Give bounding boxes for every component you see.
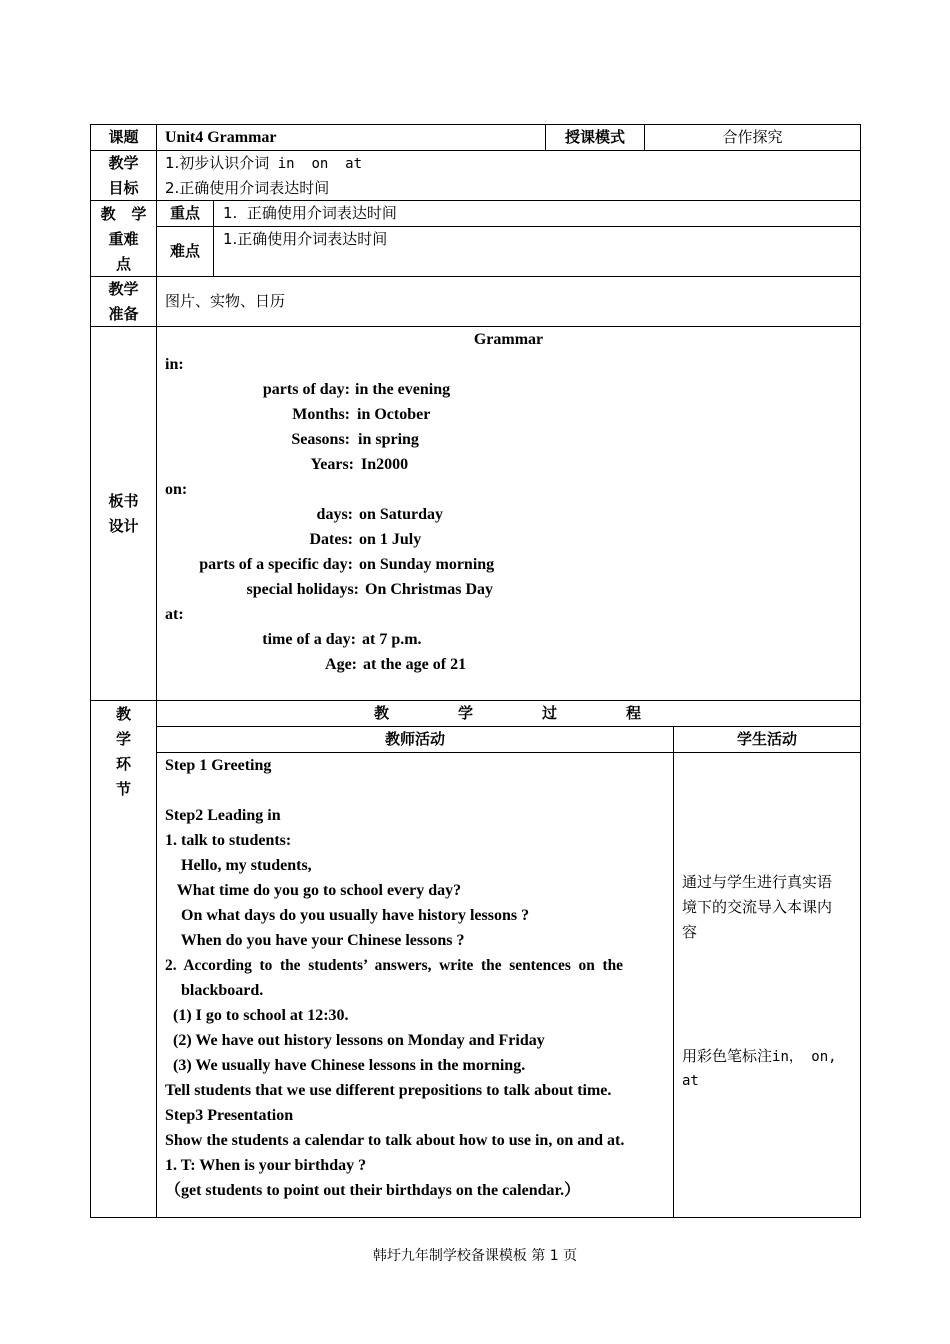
on-example: on Saturday	[359, 506, 444, 523]
teacher-line: Step3 Presentation	[165, 1107, 294, 1124]
student-note-line: 通过与学生进行真实语	[682, 873, 833, 891]
process-title-char: 学	[458, 704, 474, 722]
difficulty-value: 1.正确使用介词表达时间	[223, 230, 388, 248]
board-label: 板书	[108, 492, 139, 510]
teacher-line: Hello, my students,	[165, 857, 312, 874]
mode-value: 合作探究	[722, 128, 783, 146]
keypoints-label-2: 重难	[108, 230, 139, 248]
focus-label: 重点	[169, 204, 200, 222]
teacher-line: (3) We usually have Chinese lessons in the morning.	[165, 1057, 526, 1074]
in-example: in spring	[358, 431, 419, 448]
teacher-line: Step2 Leading in	[165, 807, 281, 824]
teacher-line	[165, 778, 665, 803]
on-example: On Christmas Day	[365, 581, 494, 598]
board-title: Grammar	[473, 331, 544, 348]
on-example: on Sunday morning	[359, 556, 495, 573]
preparation-label-2: 准备	[108, 305, 139, 323]
in-example: in the evening	[355, 381, 451, 398]
keypoints-label-3: 点	[115, 255, 131, 273]
at-term: time of a day:	[262, 631, 356, 648]
keypoints-label: 教 学	[100, 205, 147, 223]
process-label-char: 环	[115, 755, 131, 773]
in-term: Years:	[310, 456, 354, 473]
teacher-line: blackboard.	[165, 982, 264, 999]
teacher-activity-text	[165, 753, 665, 1203]
on-example: on 1 July	[359, 531, 422, 548]
teacher-line: On what days do you usually have history lessons ?	[165, 907, 530, 924]
on-term: special holidays:	[246, 581, 359, 598]
at-example: at 7 p.m.	[362, 631, 422, 648]
teacher-activity-header: 教师活动	[384, 730, 445, 748]
process-title-char: 程	[626, 704, 642, 722]
process-label-char: 节	[115, 780, 131, 798]
on-term: Dates:	[309, 531, 353, 548]
teacher-line: What time do you go to school every day?	[165, 882, 462, 899]
teacher-line: 2. According to the students’ answers, write the sentences on the	[165, 957, 623, 974]
at-example: at the age of 21	[363, 656, 467, 673]
in-term: parts of day:	[262, 381, 350, 398]
teacher-line: 1. talk to students:	[165, 832, 292, 849]
objective-item-2: 2.正确使用介词表达时间	[165, 179, 330, 197]
objective-item-1	[165, 151, 362, 177]
on-term: days:	[316, 506, 353, 523]
student-note-line: 容	[682, 923, 698, 941]
in-example: In2000	[361, 456, 409, 473]
teacher-line: Show the students a calendar to talk about how to use in, on and at.	[165, 1132, 625, 1149]
process-label-char: 教	[115, 705, 131, 723]
in-example: in October	[357, 406, 431, 423]
preparation-label: 教学	[108, 280, 139, 298]
topic-label: 课题	[108, 128, 139, 146]
student-note-2	[682, 1044, 852, 1070]
on-heading: on:	[165, 481, 188, 498]
teacher-line: Tell students that we use different prepositions to talk about time.	[165, 1082, 612, 1099]
at-heading: at:	[165, 606, 184, 623]
teacher-line: Step 1 Greeting	[165, 757, 272, 774]
preparation-value: 图片、实物、日历	[165, 292, 286, 310]
objective-item-1-words: in on at	[269, 156, 363, 172]
in-term: Months:	[292, 406, 350, 423]
in-heading: in:	[165, 356, 184, 373]
teacher-line: When do you have your Chinese lessons ?	[165, 932, 465, 949]
student-note-2-text: 用彩色笔标注	[682, 1047, 773, 1065]
student-activity-header: 学生活动	[736, 730, 797, 748]
mode-label: 授课模式	[564, 128, 625, 146]
teacher-line: (1) I go to school at 12:30.	[165, 1007, 349, 1024]
teacher-line: (2) We have out history lessons on Monday and Friday	[165, 1032, 545, 1049]
teacher-line: 1. T: When is your birthday ?	[165, 1157, 367, 1174]
process-label-char: 学	[115, 730, 131, 748]
page-footer: 韩圩九年制学校备课模板 第 1 页	[372, 1248, 578, 1264]
topic-value: Unit4 Grammar	[165, 129, 277, 146]
at-term: Age:	[325, 656, 357, 673]
focus-value: 1. 正确使用介词表达时间	[223, 204, 397, 222]
in-term: Seasons:	[291, 431, 350, 448]
student-note-2-line2: at	[682, 1073, 699, 1089]
objectives-label-2: 目标	[108, 179, 139, 197]
difficulty-label: 难点	[169, 242, 200, 260]
objective-item-1-text: 1.初步认识介词	[165, 154, 270, 172]
objectives-label: 教学	[108, 154, 139, 172]
student-note-line: 境下的交流导入本课内	[682, 898, 833, 916]
board-label-2: 设计	[108, 517, 139, 535]
student-note-2-words: in， on,	[772, 1049, 837, 1065]
teacher-line: （get students to point out their birthdays on the calendar.）	[165, 1182, 581, 1199]
process-title-char: 过	[542, 704, 558, 722]
process-title-char: 教	[374, 704, 390, 722]
on-term: parts of a specific day:	[199, 556, 353, 573]
